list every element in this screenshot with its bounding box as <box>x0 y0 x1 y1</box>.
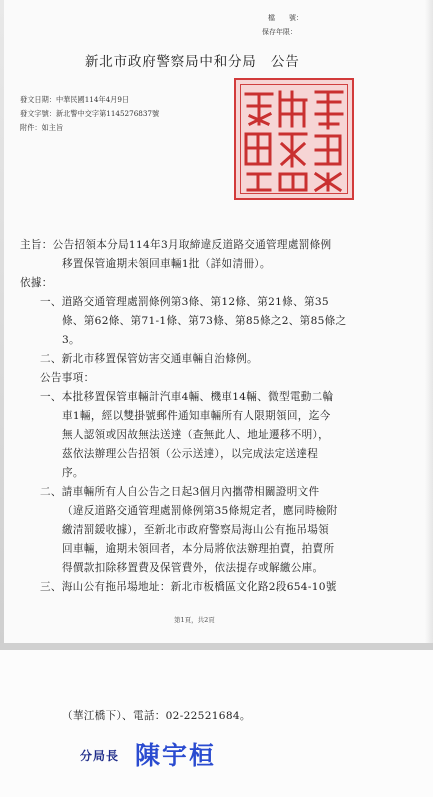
items-heading: 公告事項： <box>40 372 95 384</box>
page-edge-right <box>425 0 433 643</box>
basis-2: 二、新北市移置保管妨害交通車輛自治條例。 <box>40 353 258 365</box>
basis-heading: 依據： <box>20 277 53 289</box>
item-3: 三、海山公有拖吊場地址：新北市板橋區文化路2段654-10號 <box>40 581 337 593</box>
page-gap <box>0 643 433 650</box>
subject-line-2: 移置保管逾期未領回車輛1批（詳如清冊）。 <box>62 258 271 270</box>
item-2-line-1: 二、請車輛所有人自公告之日起3個月內攜帶相關證明文件 <box>40 486 320 498</box>
basis-1-line-3: 3。 <box>62 334 80 346</box>
item-1-line-5: 序。 <box>62 467 84 479</box>
seal-glyphs <box>236 80 352 198</box>
basis-1-line-2: 條、第62條、第71-1條、第73條、第85條之2、第85條之 <box>62 315 347 327</box>
document-title: 新北市政府警察局中和分局 公告 <box>85 54 300 70</box>
file-number-label: 檔 號： <box>268 14 303 22</box>
contact-line: （華江橋下）、電話：02-22521684。 <box>62 710 251 722</box>
signature-title: 分局長 <box>80 749 120 763</box>
item-2-line-4: 回車輛，逾期未領回者，本分局將依法辦理拍賣，拍賣所 <box>62 543 335 555</box>
item-1-line-2: 車1輛，經以雙掛號郵件通知車輛所有人限期領回，迄今 <box>62 410 331 422</box>
item-1-line-3: 無人認領或因故無法送達（查無此人、地址遷移不明）， <box>62 429 330 441</box>
retention-label: 保存年限： <box>262 28 297 36</box>
issue-date: 發文日期：中華民國114年4月9日 <box>20 95 130 104</box>
item-2-line-3: 繳清罰鍰收據），至新北市政府警察局海山公有拖吊場領 <box>62 524 330 536</box>
issue-reference: 發文字號：新北警中交字第1145276837號 <box>20 109 160 118</box>
subject-line-1: 主旨：公告招領本分局114年3月取締違反道路交通管理處罰條例 <box>20 239 332 251</box>
item-1-line-1: 一、本批移置保管車輛計汽車4輛、機車14輛、微型電動二輪 <box>40 391 334 403</box>
page-number: 第1頁，共2頁 <box>174 616 215 624</box>
signature-name: 陳宇桓 <box>135 741 217 770</box>
basis-1-line-1: 一、道路交通管理處罰條例第3條、第12條、第21條、第35 <box>40 296 329 308</box>
attachment-note: 附件：如主旨 <box>20 123 64 132</box>
page-two <box>0 650 433 797</box>
item-2-line-2: （違反道路交通管理處罰條例第35條規定者，應同時檢附 <box>62 505 338 517</box>
official-seal <box>234 78 354 200</box>
page-edge <box>0 0 4 643</box>
item-2-line-5: 得價款扣除移置費及保管費外，依法提存或解繳公庫。 <box>62 562 324 574</box>
item-1-line-4: 茲依法辦理公告招領（公示送達），以完成法定送達程 <box>62 448 319 460</box>
